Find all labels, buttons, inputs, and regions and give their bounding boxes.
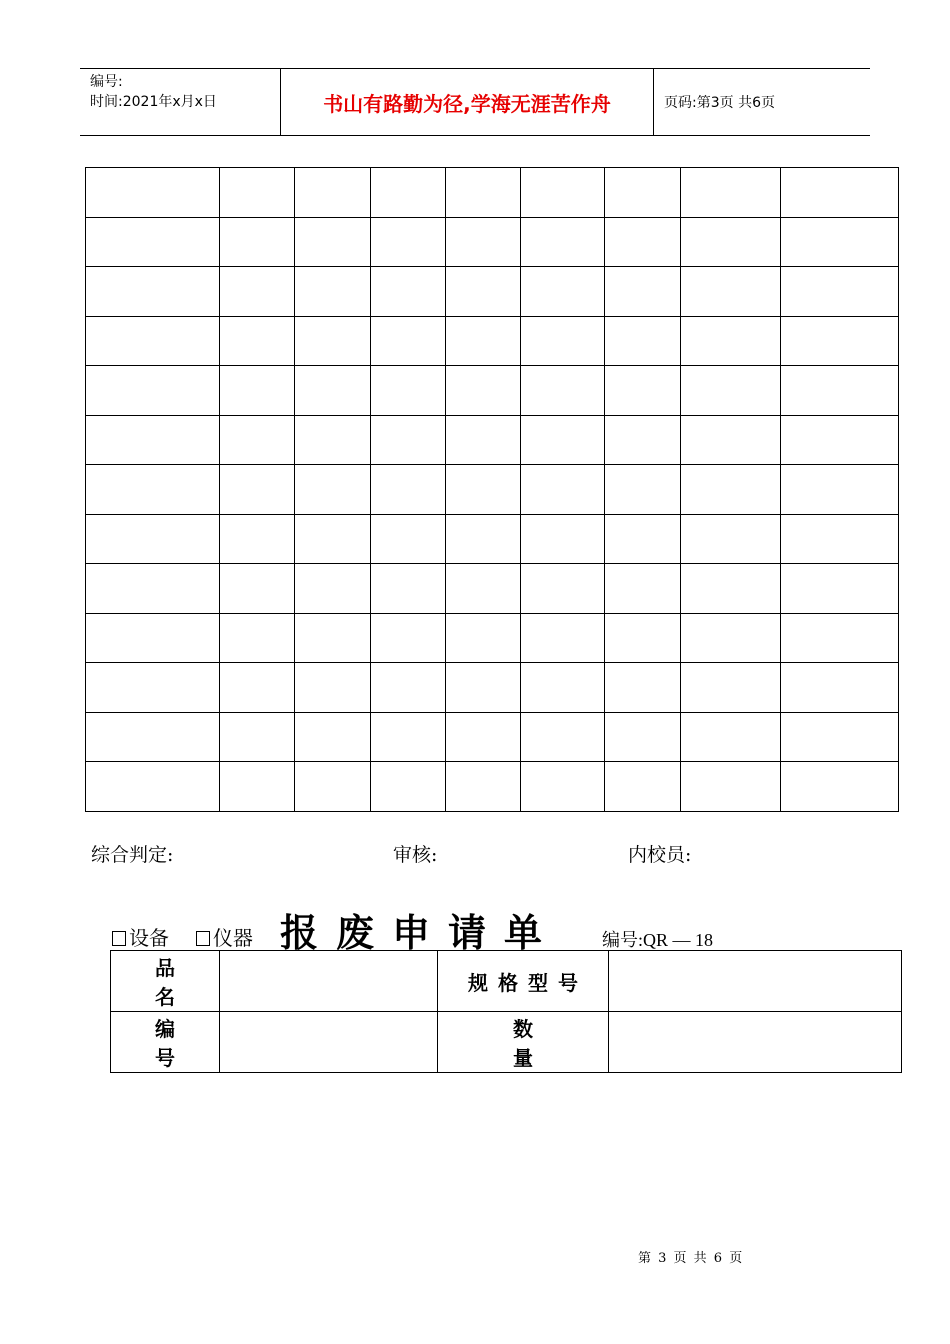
grid-cell[interactable] bbox=[86, 366, 220, 416]
grid-cell[interactable] bbox=[220, 613, 295, 663]
grid-cell[interactable] bbox=[295, 613, 371, 663]
grid-cell[interactable] bbox=[681, 168, 781, 218]
grid-cell[interactable] bbox=[605, 712, 681, 762]
grid-cell[interactable] bbox=[681, 316, 781, 366]
option-equipment[interactable] bbox=[112, 922, 169, 951]
grid-cell[interactable] bbox=[446, 613, 521, 663]
grid-cell[interactable] bbox=[86, 762, 220, 812]
scrap-form-title: 报废申请单 bbox=[280, 910, 561, 955]
grid-cell[interactable] bbox=[295, 514, 371, 564]
grid-cell[interactable] bbox=[681, 712, 781, 762]
grid-cell[interactable] bbox=[446, 316, 521, 366]
grid-cell[interactable] bbox=[220, 712, 295, 762]
grid-cell[interactable] bbox=[446, 217, 521, 267]
grid-cell[interactable] bbox=[605, 762, 681, 812]
grid-cell[interactable] bbox=[681, 217, 781, 267]
grid-cell[interactable] bbox=[781, 415, 899, 465]
scrap-form-table bbox=[110, 950, 902, 1073]
grid-cell[interactable] bbox=[521, 465, 605, 515]
grid-cell[interactable] bbox=[446, 168, 521, 218]
grid-row bbox=[86, 168, 899, 218]
form-row-product bbox=[111, 951, 902, 1012]
grid-cell[interactable] bbox=[446, 514, 521, 564]
judgement-label: 综合判定: bbox=[91, 844, 174, 866]
grid-cell[interactable] bbox=[521, 217, 605, 267]
grid-cell[interactable] bbox=[220, 564, 295, 614]
grid-cell[interactable] bbox=[781, 316, 899, 366]
grid-cell[interactable] bbox=[446, 465, 521, 515]
grid-cell[interactable] bbox=[220, 316, 295, 366]
grid-cell[interactable] bbox=[86, 564, 220, 614]
grid-cell[interactable] bbox=[371, 613, 446, 663]
grid-cell[interactable] bbox=[681, 267, 781, 317]
grid-cell[interactable] bbox=[295, 465, 371, 515]
grid-cell[interactable] bbox=[605, 415, 681, 465]
grid-cell[interactable] bbox=[295, 712, 371, 762]
grid-cell[interactable] bbox=[781, 564, 899, 614]
grid-cell[interactable] bbox=[446, 564, 521, 614]
date-label: 时间:2021年x月x日 bbox=[90, 94, 217, 110]
record-grid bbox=[85, 167, 899, 812]
grid-cell[interactable] bbox=[446, 762, 521, 812]
grid-cell[interactable] bbox=[86, 267, 220, 317]
grid-row bbox=[86, 663, 899, 713]
header-meta bbox=[80, 69, 281, 135]
grid-row bbox=[86, 514, 899, 564]
grid-cell[interactable] bbox=[681, 564, 781, 614]
grid-cell[interactable] bbox=[781, 613, 899, 663]
quantity-field[interactable] bbox=[609, 1012, 902, 1073]
grid-cell[interactable] bbox=[86, 217, 220, 267]
grid-cell[interactable] bbox=[605, 366, 681, 416]
grid-cell[interactable] bbox=[371, 564, 446, 614]
grid-cell[interactable] bbox=[371, 217, 446, 267]
grid-cell[interactable] bbox=[86, 168, 220, 218]
grid-cell[interactable] bbox=[371, 267, 446, 317]
page-footer: 第 3 页 共 6 页 bbox=[638, 1251, 743, 1266]
spec-model-field[interactable] bbox=[609, 951, 902, 1012]
grid-cell[interactable] bbox=[781, 514, 899, 564]
grid-cell[interactable] bbox=[295, 366, 371, 416]
grid-cell[interactable] bbox=[371, 465, 446, 515]
grid-cell[interactable] bbox=[371, 168, 446, 218]
grid-cell[interactable] bbox=[446, 712, 521, 762]
scrap-form-header bbox=[110, 900, 810, 955]
grid-cell[interactable] bbox=[86, 514, 220, 564]
grid-cell[interactable] bbox=[86, 465, 220, 515]
grid-cell[interactable] bbox=[521, 712, 605, 762]
grid-cell[interactable] bbox=[605, 267, 681, 317]
grid-row bbox=[86, 762, 899, 812]
grid-cell[interactable] bbox=[220, 415, 295, 465]
grid-cell[interactable] bbox=[605, 168, 681, 218]
grid-cell[interactable] bbox=[605, 316, 681, 366]
grid-cell[interactable] bbox=[446, 267, 521, 317]
header-motto: 书山有路勤为径,学海无涯苦作舟 bbox=[281, 69, 654, 135]
grid-row bbox=[86, 316, 899, 366]
review-label: 审核: bbox=[393, 844, 438, 866]
product-name-field[interactable] bbox=[220, 951, 438, 1012]
product-name-label: 品 名 bbox=[111, 951, 220, 1012]
grid-cell[interactable] bbox=[86, 613, 220, 663]
grid-cell[interactable] bbox=[605, 613, 681, 663]
grid-cell[interactable] bbox=[605, 514, 681, 564]
grid-cell[interactable] bbox=[521, 267, 605, 317]
grid-cell[interactable] bbox=[220, 762, 295, 812]
grid-cell[interactable] bbox=[220, 168, 295, 218]
grid-row bbox=[86, 564, 899, 614]
grid-cell[interactable] bbox=[371, 415, 446, 465]
grid-cell[interactable] bbox=[371, 712, 446, 762]
page-header bbox=[80, 68, 870, 136]
equipment-label: 设备 bbox=[129, 926, 169, 950]
grid-cell[interactable] bbox=[605, 217, 681, 267]
grid-cell[interactable] bbox=[86, 415, 220, 465]
grid-cell[interactable] bbox=[605, 465, 681, 515]
header-page-info: 页码:第3页 共6页 bbox=[664, 95, 775, 111]
grid-cell[interactable] bbox=[86, 316, 220, 366]
grid-cell[interactable] bbox=[781, 712, 899, 762]
grid-cell[interactable] bbox=[521, 613, 605, 663]
item-number-field[interactable] bbox=[220, 1012, 438, 1073]
grid-row bbox=[86, 712, 899, 762]
form-row-number bbox=[111, 1012, 902, 1073]
grid-row bbox=[86, 613, 899, 663]
grid-cell[interactable] bbox=[371, 762, 446, 812]
item-number-label: 编 号 bbox=[111, 1012, 220, 1073]
grid-cell[interactable] bbox=[781, 267, 899, 317]
grid-cell[interactable] bbox=[521, 564, 605, 614]
grid-cell[interactable] bbox=[681, 415, 781, 465]
grid-cell[interactable] bbox=[521, 762, 605, 812]
grid-cell[interactable] bbox=[781, 465, 899, 515]
grid-cell[interactable] bbox=[681, 613, 781, 663]
grid-cell[interactable] bbox=[86, 712, 220, 762]
grid-cell[interactable] bbox=[521, 168, 605, 218]
quantity-label: 数 量 bbox=[438, 1012, 609, 1073]
grid-cell[interactable] bbox=[220, 366, 295, 416]
grid-row bbox=[86, 465, 899, 515]
grid-cell[interactable] bbox=[781, 762, 899, 812]
grid-cell[interactable] bbox=[681, 514, 781, 564]
grid-cell[interactable] bbox=[521, 663, 605, 713]
grid-cell[interactable] bbox=[371, 316, 446, 366]
equipment-checkbox[interactable] bbox=[112, 931, 126, 946]
grid-cell[interactable] bbox=[681, 762, 781, 812]
scrap-form-code: 编号:QR — 18 bbox=[602, 930, 714, 950]
grid-row bbox=[86, 415, 899, 465]
grid-cell[interactable] bbox=[521, 366, 605, 416]
grid-cell[interactable] bbox=[371, 663, 446, 713]
grid-cell[interactable] bbox=[681, 663, 781, 713]
grid-cell[interactable] bbox=[781, 366, 899, 416]
doc-number-label: 编号: bbox=[90, 74, 123, 90]
grid-row bbox=[86, 267, 899, 317]
grid-cell[interactable] bbox=[521, 514, 605, 564]
grid-cell[interactable] bbox=[605, 564, 681, 614]
grid-cell[interactable] bbox=[295, 168, 371, 218]
grid-cell[interactable] bbox=[295, 762, 371, 812]
spec-model-label: 规格型号 bbox=[438, 951, 609, 1012]
grid-cell[interactable] bbox=[220, 217, 295, 267]
grid-cell[interactable] bbox=[295, 663, 371, 713]
grid-cell[interactable] bbox=[781, 217, 899, 267]
option-instrument[interactable] bbox=[196, 922, 253, 951]
grid-cell[interactable] bbox=[220, 663, 295, 713]
grid-row bbox=[86, 217, 899, 267]
grid-cell[interactable] bbox=[446, 366, 521, 416]
grid-cell[interactable] bbox=[681, 366, 781, 416]
grid-cell[interactable] bbox=[521, 415, 605, 465]
record-grid-body bbox=[86, 168, 899, 812]
grid-cell[interactable] bbox=[781, 663, 899, 713]
grid-cell[interactable] bbox=[681, 465, 781, 515]
instrument-checkbox[interactable] bbox=[196, 931, 210, 946]
grid-cell[interactable] bbox=[446, 415, 521, 465]
grid-row bbox=[86, 366, 899, 416]
instrument-label: 仪器 bbox=[213, 926, 253, 950]
grid-cell[interactable] bbox=[521, 316, 605, 366]
calibrator-label: 内校员: bbox=[628, 844, 692, 866]
grid-cell[interactable] bbox=[781, 168, 899, 218]
grid-cell[interactable] bbox=[295, 217, 371, 267]
grid-cell[interactable] bbox=[605, 663, 681, 713]
grid-cell[interactable] bbox=[86, 663, 220, 713]
grid-cell[interactable] bbox=[220, 267, 295, 317]
grid-cell[interactable] bbox=[371, 366, 446, 416]
grid-cell[interactable] bbox=[220, 514, 295, 564]
grid-cell[interactable] bbox=[371, 514, 446, 564]
grid-cell[interactable] bbox=[220, 465, 295, 515]
grid-cell[interactable] bbox=[295, 316, 371, 366]
grid-cell[interactable] bbox=[295, 267, 371, 317]
grid-cell[interactable] bbox=[295, 564, 371, 614]
grid-cell[interactable] bbox=[446, 663, 521, 713]
grid-cell[interactable] bbox=[295, 415, 371, 465]
